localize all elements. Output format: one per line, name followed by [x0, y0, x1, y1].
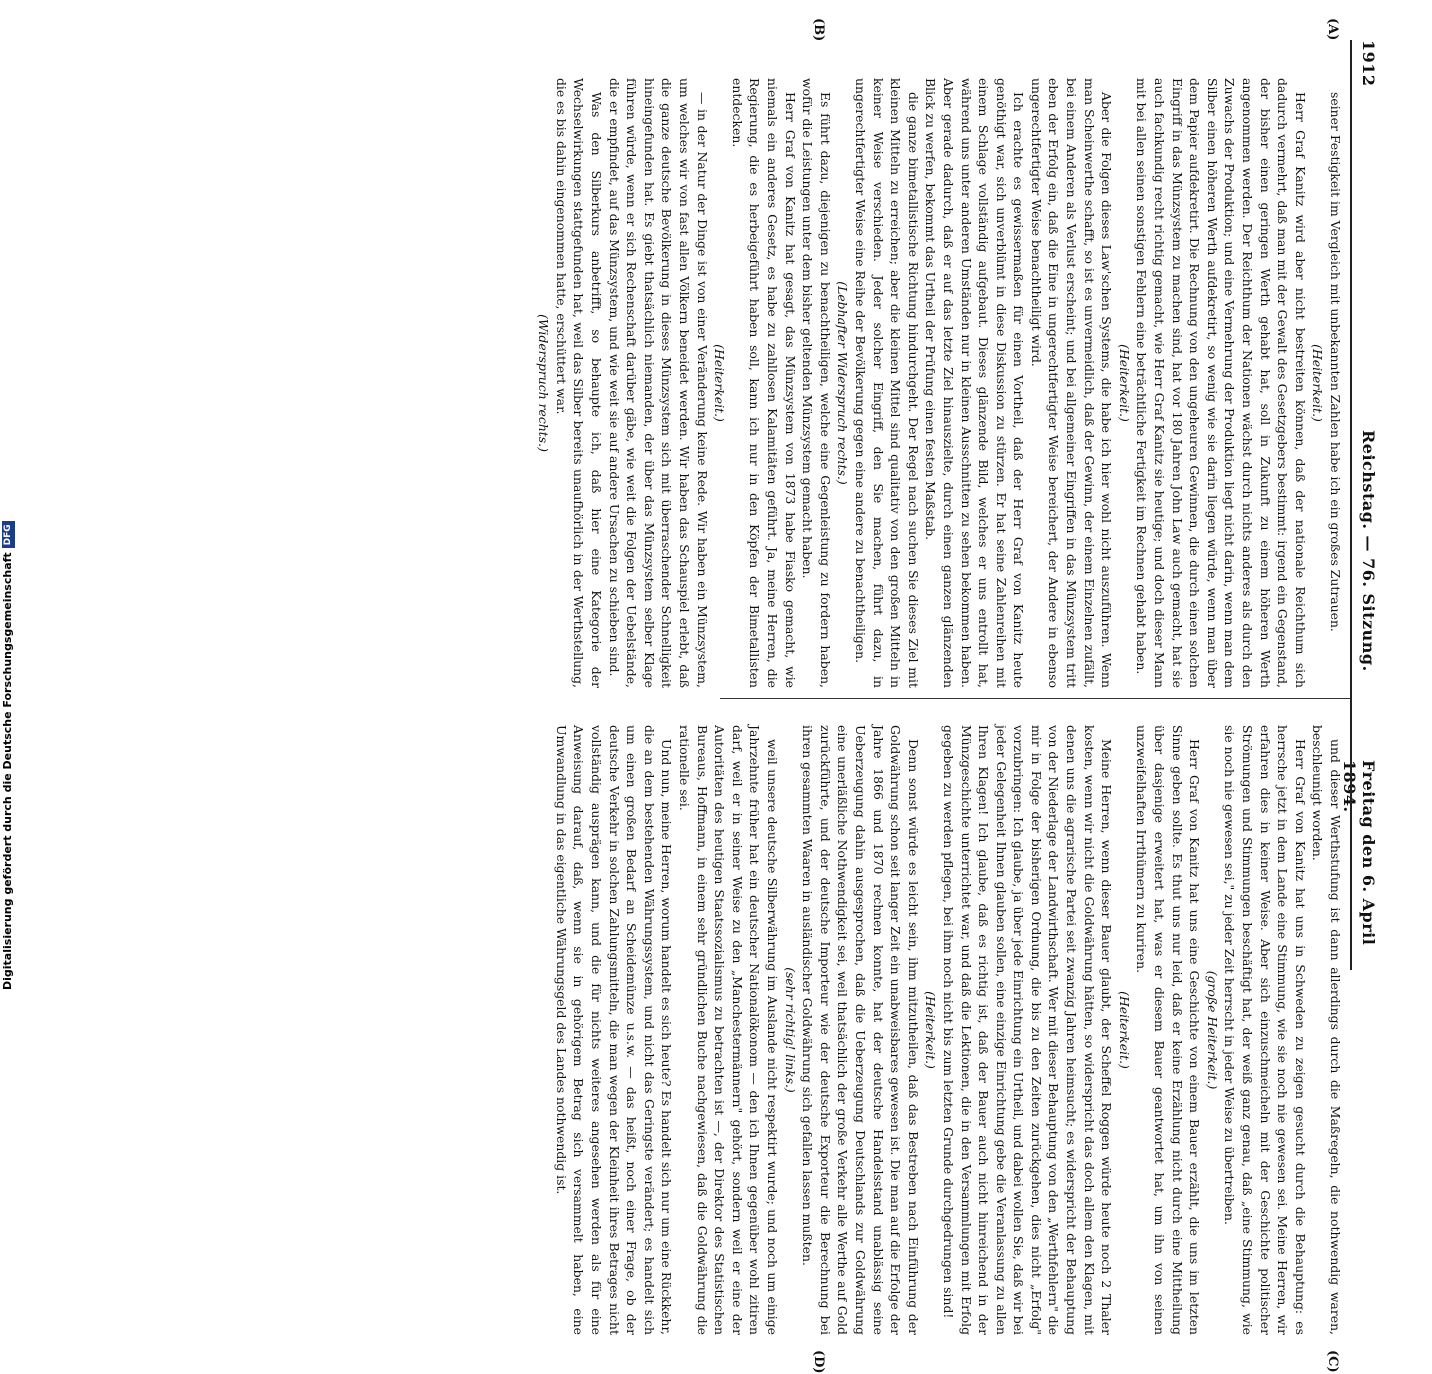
- interjection: (Heiterkeit.): [923, 991, 939, 1069]
- footer-credit: [0, 10, 17, 990]
- margin-marker-c: (C): [1325, 1350, 1340, 1373]
- interjection: (Widerspruch rechts.): [536, 314, 552, 452]
- paragraph: Herr Graf Kanitz wird aber nicht bestreiten können, daß der nationale Reichthum sich dadurch vermehrt, daß man mit der Gewalt des Gesetzgebers bestimmt: irgend ein Gegenstand, der bisher einen geringen Werth gehabt hat, soll in Zukunft zu einem höheren Werth angenommen werden. Der Reichthum der Nationen wächst durch nichts anderes als durch den Zuwachs der Produktion; und eine Vermehrung der Produktion liegt nicht darin, wenn man dem Silber einen höheren Werth aufdekretirt, so wenig wie sie darin liegen würde, wenn man über dem Papier aufdekretirt. Die Rechnung von den ungeheuren Gewinnen, die durch einen solchen Eingriff in das Münzsystem zu machen sind, hat vor 180 Jahren John Law auch gemacht, hat sie auch fachkundig recht richtig gemacht, wie Herr Graf Kanitz sie heutige; und doch dieser Mann mit bei allen seinen sonstigen Fehlern eine beträchtliche Fertigkeit im Rechnen gehabt haben.: [1134, 78, 1308, 688]
- dfg-logo: DFG: [2, 521, 15, 548]
- interjection: (Lebhafter Widerspruch rechts.): [835, 281, 851, 485]
- left-text-column: [535, 78, 1344, 688]
- interjection: (Heiterkeit.): [1116, 991, 1132, 1069]
- paragraph: Aber die Folgen dieses Law'schen Systems, die habe ich hier wohl nicht auszuführen. Wenn man Scheinwerthe schafft, so ist es unvermeidlich, daß der Gewinn, der einem Einzelnen zufällt, bei einem Anderen als Verlust erscheint; und bei allgemeiner Eingriffen in das Münzsystem tritt eben der Erfolg ein, daß die Eine in ungerechtfertigter Weise bereichert, der Andere in ebenso ungerechtfertigter Weise benachtheiligt wird.: [1028, 78, 1115, 688]
- column-divider: [720, 698, 1350, 699]
- paragraph: weil unsere deutsche Silberwährung im Auslande nicht respektirt wurde; und noch um einige Jahrzehnte früher hat ein deutscher Nationalökonom — den ich Ihnen gegenüber wohl zitiren darf, weil er in seiner Weise zu den „Manchestermännern" gehört, sondern weil er eine der Autoritäten des heutigen Staatssozialismus zu betrachten ist —, der Direktor des Statistischen Bureaus, Hoffmann, in einem sehr gründlichen Buche nachgewiesen, daß die Goldwährung die rationelle sei.: [677, 725, 780, 1335]
- header-date: Freitag den 6. April 1894.: [1340, 760, 1378, 946]
- paragraph: Es führt dazu, diejenigen zu benachtheiligen, welche eine Gegenleistung zu fordern haben, wofür die Leistungen unter dem bisher geltenden Münzsystem gemacht haben.: [800, 78, 833, 688]
- paragraph: die ganze bimetallistische Richtung hindurchgeht. Der Regel nach suchen Sie dieses Ziel mit kleinen Mitteln zu erreichen; aber die kleinen Mittel sind qualitativ von den großen Mitteln in keiner Weise verschieden. Jeder solcher Eingriff, den Sie machen, führt dazu, in ungerechtfertigter Weise eine Reihe der Bevölkerung gegen eine andere zu benachtheiligen.: [852, 78, 921, 688]
- paragraph: Was den Silberkurs anbetrifft, so behaupte ich, daß hier eine Kategorie der Wechselwirkungen stattgefunden hat, weil das Silber bereits unaufhörlich in der Werthstellung, die es bis dahin eingenommen hatte, erschüttert war.: [553, 78, 605, 688]
- footer-strip: [0, 0, 18, 1000]
- header-year: 1912: [1359, 40, 1378, 87]
- margin-marker-a: (A): [1325, 18, 1340, 41]
- paragraph: Und nun, meine Herren, worum handelt es sich heute? Es handelt sich nur um eine Rückkehr, die an dem bestehenden Währungssystem, und nicht das Geringste verändert; es handelt sich um einen großen Bedarf an Scheidemünze u.s.w. — das heißt, noch einer Frage, ob der deutsche Verkehr in solchen Zahlungsmitteln, die man wegen der Kleinheit ihres Betrages nicht vollständig ausprägen kann, und die für nichts weiteres angesehen werden als für eine Anweisung darauf, daß, wenn sie in gehörigem Betrag sich versammelt haben, eine Umwandlung in das eigentliche Währungsgeld des Landes nothwendig ist.: [553, 725, 675, 1335]
- paragraph: Meine Herren, wenn dieser Bauer glaubt, der Scheffel Roggen würde heute noch 2 Thaler kosten, wenn wir nicht die Goldwährung hätten, so widerspricht das doch allem den Klagen, mit denen uns die agrarische Partei seit zwanzig Jahren heimsucht; es widerspricht der Behauptung von der Niederlage der Landwirthschaft. Wer mit dieser Behauptung von den „Werthfehlern" die mir in Folge der bisherigen Ordnung, die bis zu den Zeiten zurückgehen, dies nicht „Erfolg" vorzubringen: Ich glaube, ja über jede Einrichtung ein Urtheil, und dabei wollen Sie, daß wir bei jeder Gelegenheit Ihnen glauben sollen, eine einzige Einrichtung gebe die Veranlassung zu allen Ihren Klagen! Ich glaube, daß es richtig ist, daß der Bauer auch nicht hinreichend in der Münzgeschichte unterrichtet war, und daß die Lektionen, die in den Versammlungen mit Erfolg gegeben zu werden pflegen, bei ihm noch nicht bis zum letzten Grunde durchgedrungen sind!: [940, 725, 1115, 1335]
- paragraph: und dieser Werthstufung ist dann allerdings durch die Maßregeln, die nothwendig waren, beschleunigt worden.: [1310, 725, 1343, 1335]
- margin-marker-d: (D): [811, 1350, 826, 1374]
- paragraph: Herr Graf von Kanitz hat uns eine Geschichte von einem Bauer erzählt, die uns im letzten Sinne geben sollte. Es thut uns nur leid, daß er keine Erzählung nicht durch eine Mittheilung über dasjenige erweitert hat, was er diesem Bauer geantwortet hat, um ihn von seinen unzweifelhaften Irrthümern zu kuriren.: [1134, 725, 1203, 1335]
- interjection: (Heiterkeit.): [1116, 344, 1132, 422]
- paragraph: seiner Festigkeit im Vergleich mit unbekannten Zahlen habe ich ein großes Zutrauen.: [1328, 92, 1343, 632]
- margin-marker-b: (B): [811, 18, 826, 42]
- paragraph: Herr Graf von Kanitz hat gesagt, das Münzsystem von 1873 habe Fiasko gemacht, wie niemals ein anderes Gesetz, es habe zu zahllosen Kalamitäten geführt. Ja, meine Herren, die Regierung, die es herbeigeführt haben soll, kann ich nur in den Köpfen der Bimetallisten entdecken.: [729, 78, 798, 688]
- page-header: [1340, 40, 1378, 970]
- header-rule: [1350, 40, 1352, 970]
- interjection: (große Heiterkeit.): [1204, 970, 1220, 1090]
- paragraph: Denn sonst würde es leicht sein, ihm mitzutheilen, daß das Bestreben nach Einführung der Goldwährung schon seit langer Zeit ein unabweisbares gewesen ist. Die man auf die Erfolge der Jahre 1866 und 1870 rechnen konnte, hat der deutsche Handelsstand unablässig seine Ueberzeugung dahin ausgesprochen, daß die Ueberzeugung Deutschlands zur Goldwährung eine unerläßliche Nothwendigkeit sei, weil thatsächlich der große Verkehr alle Werthe auf Gold zurückführte, und der deutsche Importeur wie der deutsche Exporteur die Berechnung bei ihren gesammten Waaren in ausländischer Goldwährung sich gefallen lassen mußten.: [800, 725, 921, 1335]
- header-session: Reichstag. — 76. Sitzung.: [1359, 430, 1378, 672]
- paragraph: Ich erachte es gewissermaßen für einen Vortheil, daß der Herr Graf von Kanitz heute genöthigt war, sich unverblümt in diese Diskussion zu stürzen. Er hat seine Zahlenreihen mit einem Schlage vollständig aufgebaut. Dieses glänzende Bild, welches er uns entrollt hat, während uns unter anderen Umständen nur in kleinen Ausschnitten zu sehen bekommen haben. Aber gerade dadurch, daß er auf das letzte Ziel hinauszielte, durch einen ganzen glänzenden Blick zu werfen, bekommt das Urtheil der Prüfung einen festen Maßstab.: [923, 78, 1027, 688]
- document-page: [16, 10, 1416, 1374]
- footer-credit-text: Digitalisierung gefördert durch die Deutsche Forschungsgemeinschaft: [1, 552, 14, 990]
- interjection: (Heiterkeit.): [712, 344, 728, 422]
- interjection: (Heiterkeit.): [1310, 344, 1326, 422]
- right-text-column: [552, 725, 1344, 1335]
- interjection: (sehr richtig! links.): [782, 967, 798, 1093]
- paragraph: — in der Natur der Dinge ist von einer Veränderung keine Rede. Wir haben ein Münzsystem, um welches wir von fast allen Völkern beneidet werden. Wir haben das Schauspiel erlebt, daß die ganze deutsche Bevölkerung in dieses Münzsystem sich mit überraschender Schnelligkeit hineingefunden hat. Es giebt thatsächlich niemanden, der über das Münzsystem selber Klage führen würde, wenn er sich Rechenschaft darüber gäbe, wie weit die Folgen der Uebelstände, die er empfindet, auf das Münzsystem, und wie weit sie auf andere Ursachen zu schieben sind.: [606, 78, 710, 688]
- paragraph: Herr Graf von Kanitz hat uns in Schweden zu zeigen gesucht durch die Behauptung: es herrsche jetzt in dem Lande eine Stimmung, wie sie noch nie gewesen sei. Meine Herren, wir erfahren dies in keiner Weise. Aber sich einzuschmeicheln mit der Geschichte politischer Strömungen und Stimmungen beschäftigt hat, der weiß ganz genau, daß „eine Stimmung, wie sie noch nie gewesen sei," zu jeder Zeit herrscht in jeder Weise zu übertreiben.: [1222, 725, 1308, 1335]
